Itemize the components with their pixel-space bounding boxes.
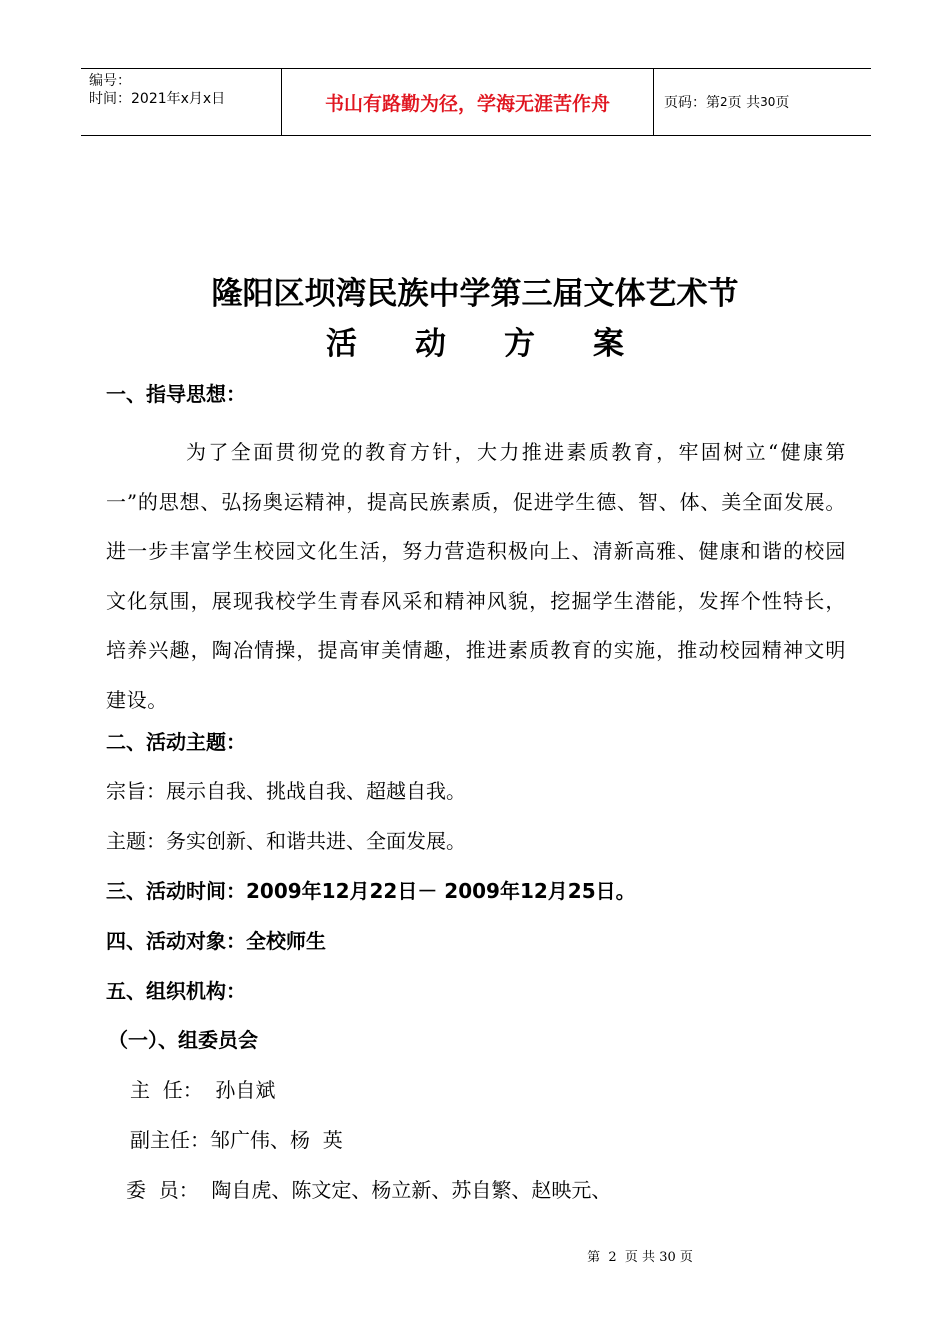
section-1-heading: 一、指导思想： <box>106 382 246 406</box>
section-3-heading: 三、活动时间：2009年12月22日－ 2009年12月25日。 <box>106 879 636 903</box>
section-2-theme: 主题：务实创新、和谐共进、全面发展。 <box>106 829 466 853</box>
page-footer: 第 2 页 共 30 页 <box>587 1250 693 1265</box>
section-4-heading: 四、活动对象：全校师生 <box>106 929 326 953</box>
document-subtitle: 活动方案 <box>326 326 682 362</box>
header-page-num: 2 <box>720 95 728 109</box>
header-table <box>81 68 871 136</box>
header-page-prefix: 页码：第 <box>664 95 720 111</box>
document-title: 隆阳区坝湾民族中学第三届文体艺术节 <box>211 276 739 312</box>
section-1-body: 为了全面贯彻党的教育方针，大力推进素质教育，牢固树立“健康第一”的思想、弘扬奥运精神，提高民族素质，促进学生德、智、体、美全面发展。进一步丰富学生校园文化生活，努力营造积极向上、清新高雅、健康和谐的校园文化氛围，展现我校学生青春风采和精神风貌，挖掘学生潜能，发挥个性特长，培养兴趣，陶冶情操，提高审美情趣，推进素质教育的实施，推动校园精神文明建设。 <box>106 440 846 712</box>
header-page-suffix: 页 <box>775 95 790 111</box>
section-5-heading: 五、组织机构： <box>106 979 246 1003</box>
header-page-total: 30 <box>760 95 776 109</box>
header-motto: 书山有路勤为径，学海无涯苦作舟 <box>282 69 654 135</box>
committee-vice-director: 副主任：邹广伟、杨 英 <box>130 1128 343 1152</box>
section-5-subheading: （一）、组委员会 <box>108 1028 258 1052</box>
header-left-cell <box>81 69 282 135</box>
header-page-mid: 页 共 <box>727 95 761 111</box>
header-page-info <box>654 69 871 135</box>
committee-director: 主 任： 孙自斌 <box>130 1078 276 1102</box>
header-number-label: 编号： <box>89 73 131 89</box>
section-2-purpose: 宗旨：展示自我、挑战自我、超越自我。 <box>106 779 466 803</box>
section-2-heading: 二、活动主题： <box>106 730 246 754</box>
committee-members: 委 员： 陶自虎、陈文定、杨立新、苏自繁、赵映元、 <box>126 1178 612 1202</box>
header-time-label: 时间：2021年x月x日 <box>89 91 226 107</box>
